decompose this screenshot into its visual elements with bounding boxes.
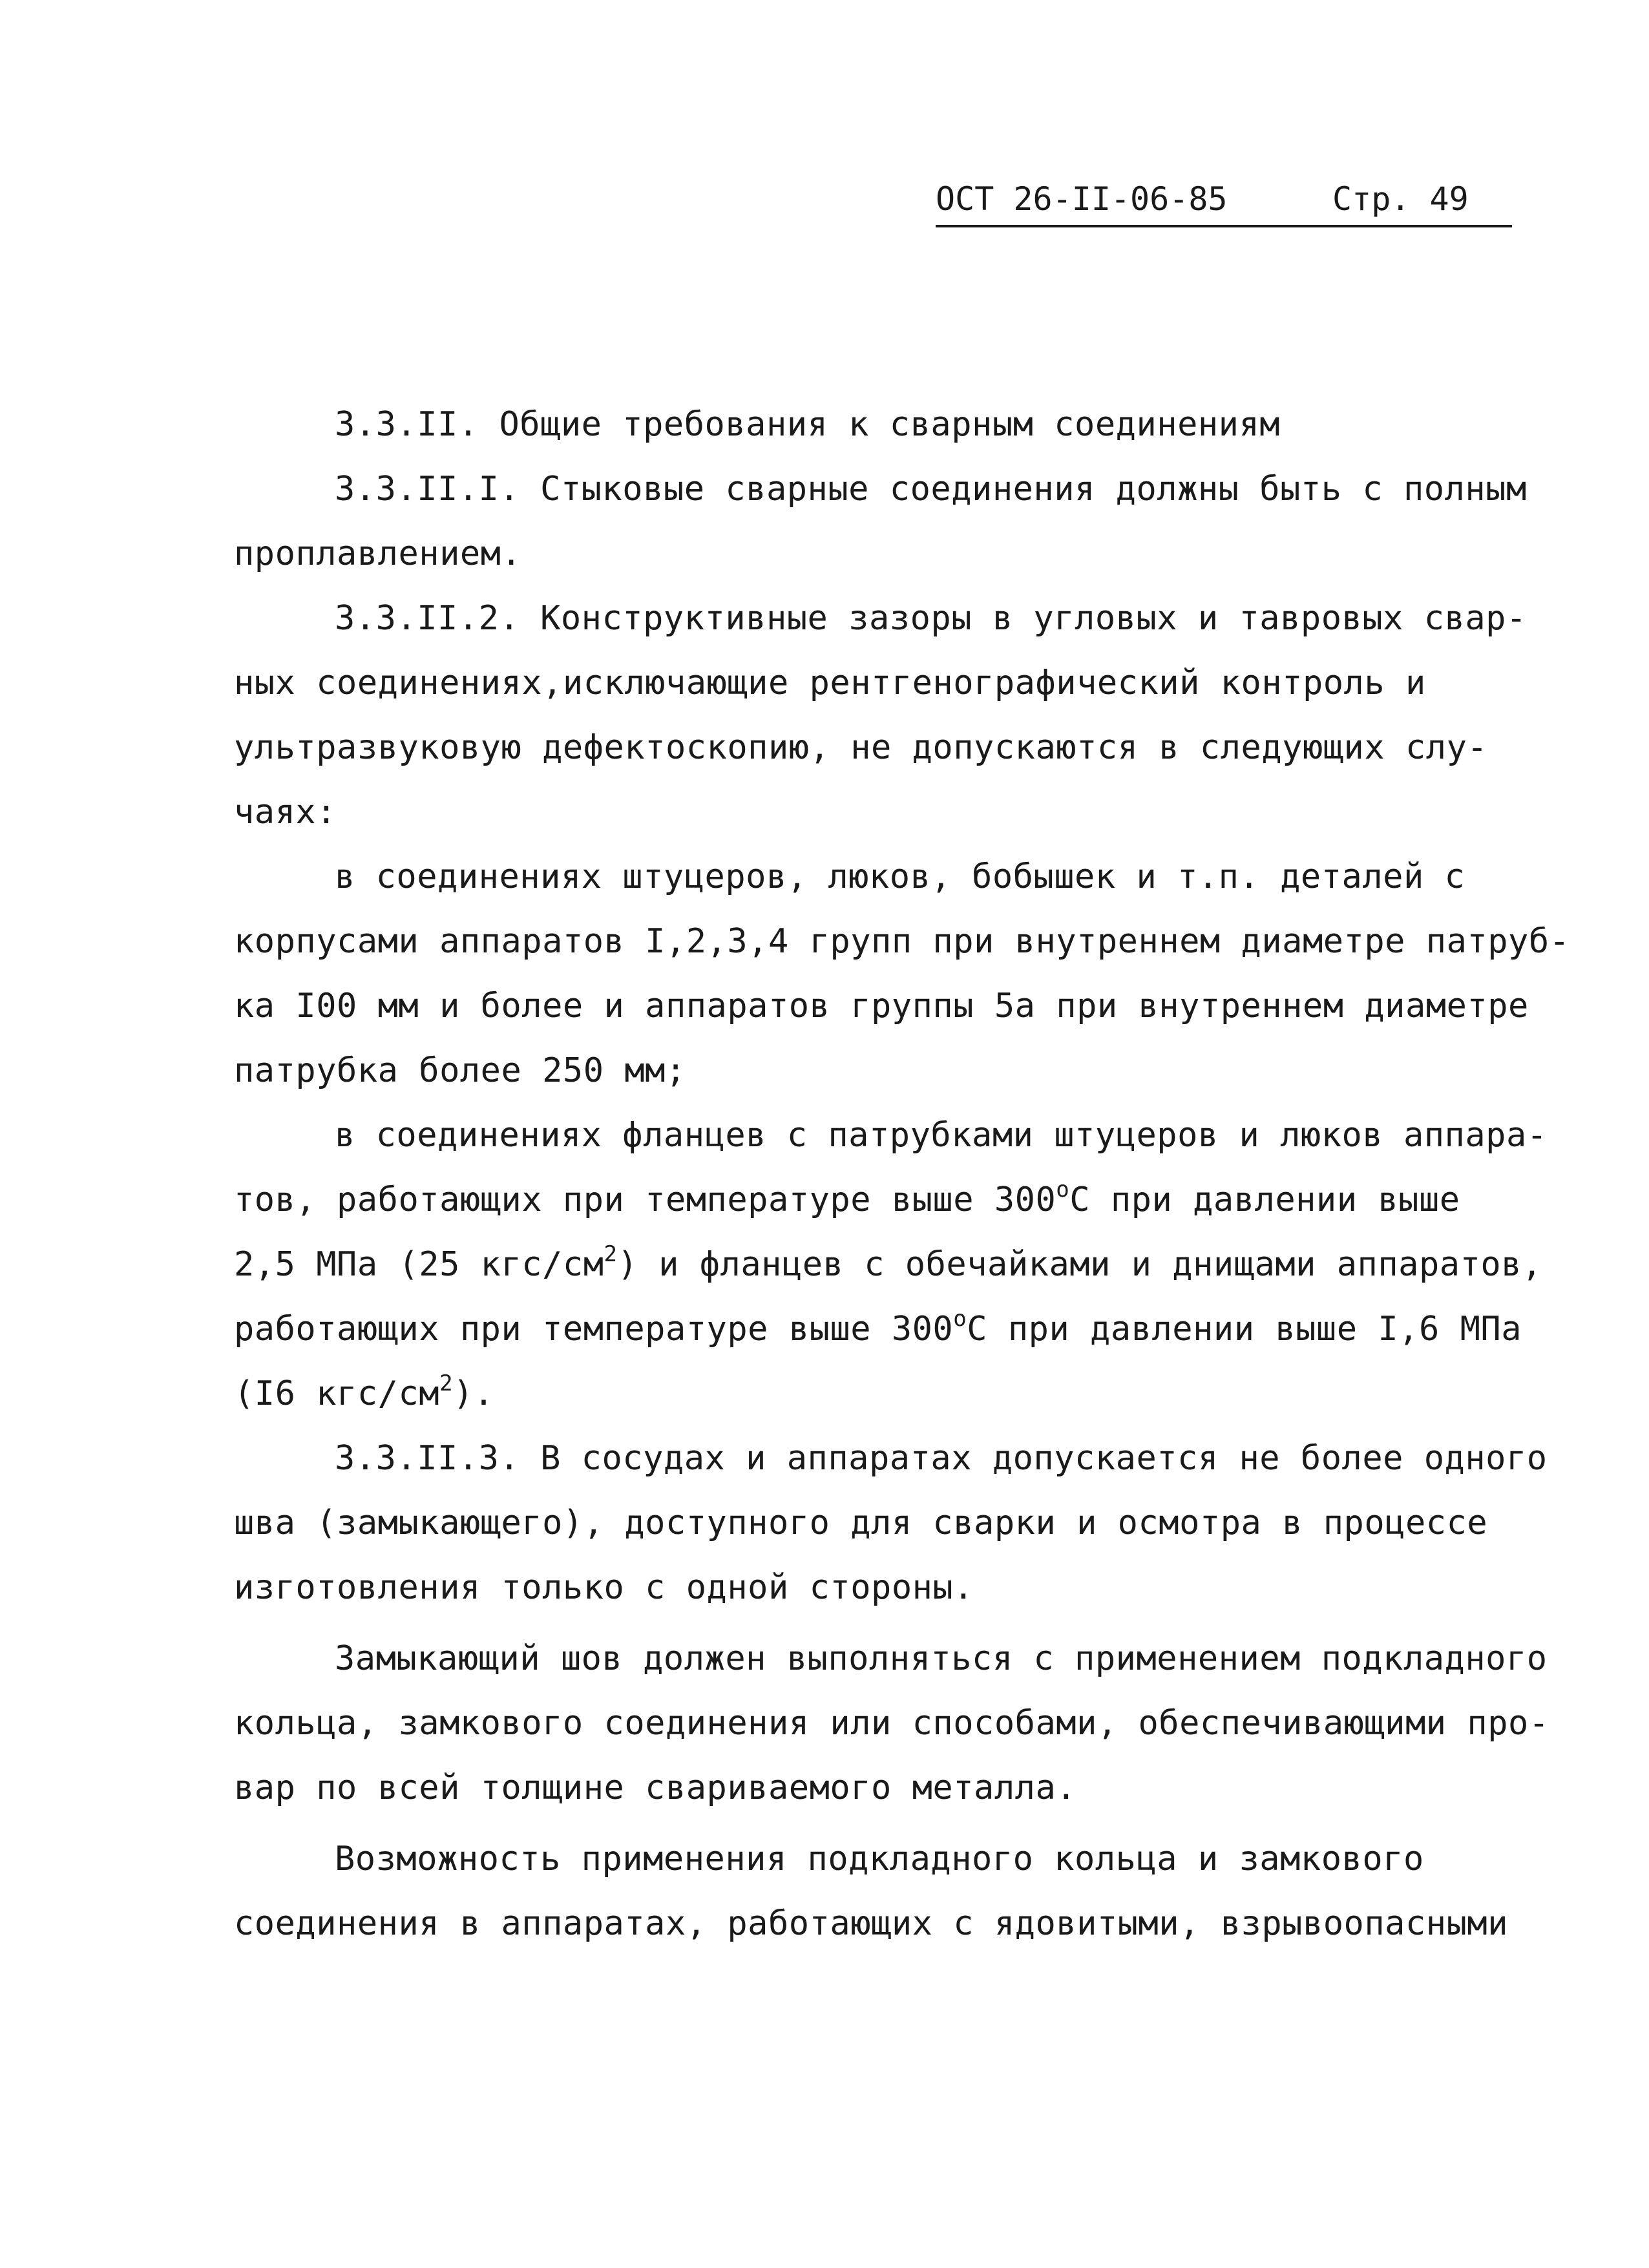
text-line: кольца, замкового соединения или способами, обеспечивающими про- <box>234 1704 1549 1743</box>
page-header <box>936 173 1512 227</box>
text-line: в соединениях фланцев с патрубками штуцеров и люков аппара- <box>335 1116 1548 1155</box>
text-line: ных соединениях,исключающие рентгенографический контроль и <box>234 664 1426 702</box>
degree-sign: о <box>1056 1177 1070 1202</box>
text-line: Возможность применения подкладного кольца и замкового <box>335 1840 1424 1878</box>
text-line: проплавлением. <box>234 534 522 573</box>
text-line: Замыкающий шов должен выполняться с применением подкладного <box>335 1639 1548 1678</box>
text-line: ка I00 мм и более и аппаратов группы 5а при внутреннем диаметре <box>234 987 1529 1025</box>
text-line: изготовления только с одной стороны. <box>234 1568 974 1607</box>
text-line <box>234 1307 1522 1352</box>
text-line: 3.3.II.2. Конструктивные зазоры в угловых и тавровых свар- <box>335 599 1527 638</box>
line-text: 2,5 МПа (25 кгс/см <box>234 1245 604 1284</box>
text-line: соединения в аппаратах, работающих с ядовитыми, взрывоопасными <box>234 1904 1509 1943</box>
line-text: (I6 кгс/см <box>234 1374 440 1413</box>
line-text: тов, работающих при температуре выше 300 <box>234 1181 1056 1219</box>
text-line: корпусами аппаратов I,2,3,4 групп при внутреннем диаметре патруб- <box>234 922 1570 961</box>
line-text: С при давлении выше I,6 МПа <box>967 1310 1522 1349</box>
text-line: в соединениях штуцеров, люков, бобышек и т.п. деталей с <box>335 857 1465 896</box>
text-line: ультразвуковую дефектоскопию, не допускаются в следующих слу- <box>234 728 1488 767</box>
text-line: шва (замыкающего), доступного для сварки и осмотра в процессе <box>234 1504 1488 1542</box>
degree-sign: о <box>953 1306 967 1332</box>
line-text: ). <box>453 1374 494 1413</box>
text-line <box>234 1177 1460 1223</box>
text-line: чаях: <box>234 793 337 832</box>
standard-number: ОСТ 26-II-06-85 <box>936 180 1228 218</box>
superscript: 2 <box>439 1370 454 1396</box>
page-number: Стр. 49 <box>1332 180 1469 218</box>
line-text: ) и фланцев с обечайками и днищами аппаратов, <box>617 1245 1542 1284</box>
text-line: вар по всей толщине свариваемого металла. <box>234 1769 1077 1807</box>
section-heading: 3.3.II. Общие требования к сварным соединениям <box>335 405 1281 444</box>
superscript: 2 <box>604 1241 618 1267</box>
line-text: работающих при температуре выше 300 <box>234 1310 954 1349</box>
text-line: 3.3.II.I. Стыковые сварные соединения должны быть с полным <box>335 470 1527 509</box>
text-line <box>234 1242 1542 1287</box>
text-line: 3.3.II.3. В сосудах и аппаратах допускается не более одного <box>335 1439 1548 1478</box>
text-line: патрубка более 250 мм; <box>234 1051 686 1090</box>
text-line <box>234 1371 494 1416</box>
line-text: С при давлении выше <box>1069 1181 1460 1219</box>
